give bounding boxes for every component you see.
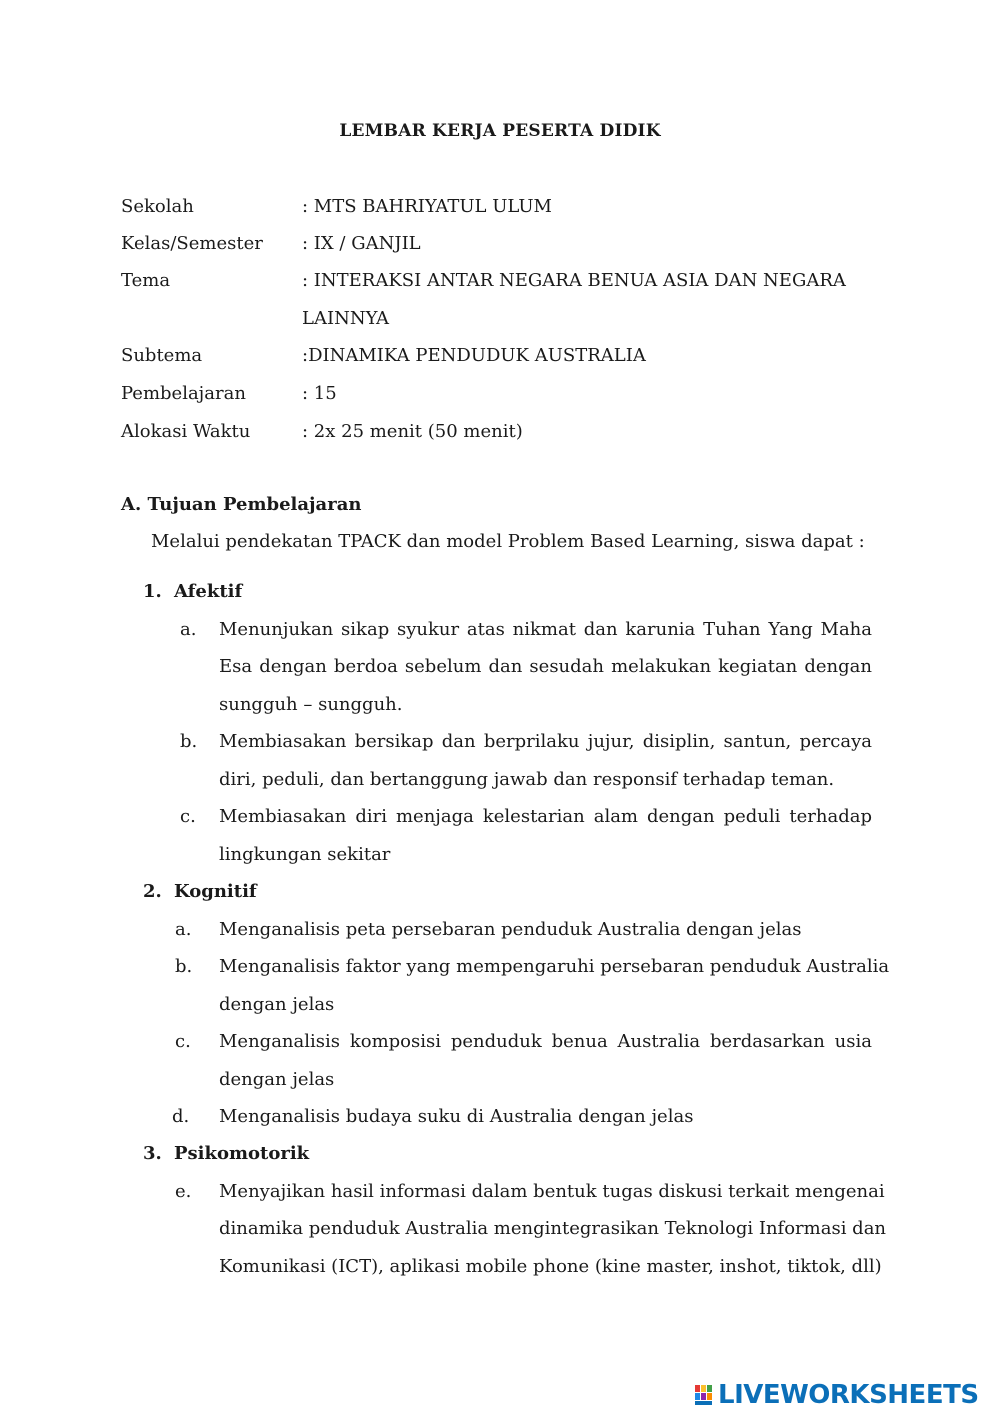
info-value-alokasi: : 2x 25 menit (50 menit) [302, 421, 523, 442]
kognitif-heading: Kognitif [174, 881, 257, 902]
info-value-pembelajaran: : 15 [302, 383, 337, 404]
afektif-heading: Afektif [174, 581, 243, 602]
afektif-a-line2: Esa dengan berdoa sebelum dan sesudah melakukan kegiatan dengan [219, 656, 872, 677]
section-a-heading: A. Tujuan Pembelajaran [121, 494, 362, 515]
info-label-subtema: Subtema [121, 345, 203, 366]
info-value-tema: : INTERAKSI ANTAR NEGARA BENUA ASIA DAN NEGARA [302, 270, 846, 291]
info-label-kelas: Kelas/Semester [121, 233, 263, 254]
liveworksheets-logo [694, 1378, 979, 1412]
kognitif-b-line1: Menganalisis faktor yang mempengaruhi persebaran penduduk Australia [219, 956, 890, 977]
afektif-c-line1: Membiasakan diri menjaga kelestarian alam dengan peduli terhadap [219, 806, 872, 827]
info-value-kelas: : IX / GANJIL [302, 233, 421, 254]
kognitif-a-marker: a. [175, 919, 192, 940]
liveworksheets-text: LIVEWORKSHEETS [718, 1380, 979, 1410]
afektif-a-line3: sungguh – sungguh. [219, 694, 403, 715]
kognitif-c-line1: Menganalisis komposisi penduduk benua Australia berdasarkan usia [219, 1031, 872, 1052]
afektif-b-line2: diri, peduli, dan bertanggung jawab dan responsif terhadap teman. [219, 769, 835, 790]
kognitif-number: 2. [143, 881, 162, 902]
info-value-tema-cont: LAINNYA [302, 308, 390, 329]
psikomotorik-heading: Psikomotorik [174, 1143, 310, 1164]
liveworksheets-mark-icon [694, 1382, 714, 1408]
info-label-tema: Tema [121, 270, 171, 291]
afektif-a-line1: Menunjukan sikap syukur atas nikmat dan karunia Tuhan Yang Maha [219, 619, 872, 640]
psikomotorik-e-line2: dinamika penduduk Australia mengintegrasikan Teknologi Informasi dan [219, 1218, 887, 1239]
info-label-pembelajaran: Pembelajaran [121, 383, 246, 404]
info-value-subtema: :DINAMIKA PENDUDUK AUSTRALIA [302, 345, 646, 366]
kognitif-a-line1: Menganalisis peta persebaran penduduk Australia dengan jelas [219, 919, 802, 940]
kognitif-c-line2: dengan jelas [219, 1069, 335, 1090]
info-value-sekolah: : MTS BAHRIYATUL ULUM [302, 196, 552, 217]
afektif-c-line2: lingkungan sekitar [219, 844, 391, 865]
info-label-alokasi: Alokasi Waktu [121, 421, 251, 442]
section-a-intro: Melalui pendekatan TPACK dan model Problem Based Learning, siswa dapat : [151, 531, 865, 552]
psikomotorik-e-line1: Menyajikan hasil informasi dalam bentuk tugas diskusi terkait mengenai [219, 1181, 885, 1202]
afektif-c-marker: c. [180, 806, 196, 827]
kognitif-c-marker: c. [175, 1031, 191, 1052]
kognitif-b-line2: dengan jelas [219, 994, 335, 1015]
kognitif-b-marker: b. [175, 956, 193, 977]
psikomotorik-e-marker: e. [175, 1181, 192, 1202]
afektif-b-marker: b. [180, 731, 198, 752]
info-label-sekolah: Sekolah [121, 196, 194, 217]
kognitif-d-marker: d. [172, 1106, 190, 1127]
page-title: LEMBAR KERJA PESERTA DIDIK [339, 121, 661, 141]
psikomotorik-e-line3: Komunikasi (ICT), aplikasi mobile phone (kine master, inshot, tiktok, dll) [219, 1256, 882, 1277]
afektif-b-line1: Membiasakan bersikap dan berprilaku jujur, disiplin, santun, percaya [219, 731, 872, 752]
kognitif-d-line1: Menganalisis budaya suku di Australia dengan jelas [219, 1106, 694, 1127]
afektif-number: 1. [143, 581, 162, 602]
psikomotorik-number: 3. [143, 1143, 162, 1164]
afektif-a-marker: a. [180, 619, 197, 640]
